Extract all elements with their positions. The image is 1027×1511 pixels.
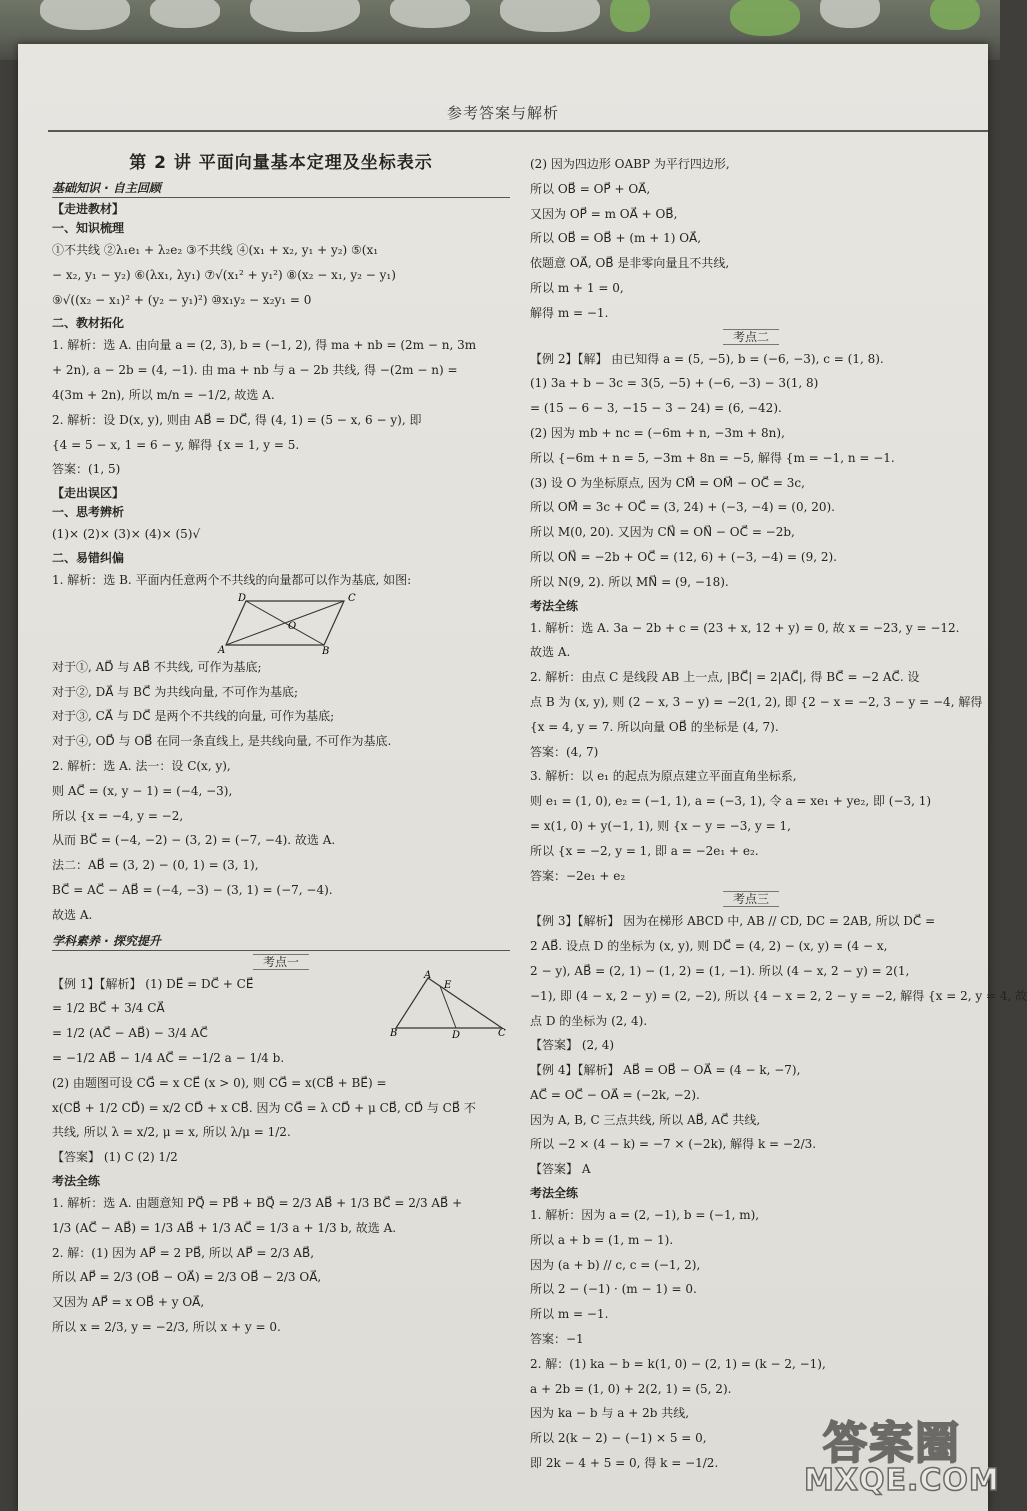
fig2-label: D: [452, 1029, 461, 1041]
example-line: (2) 因为 mb + nc = (−6m + n, −3m + 8n),: [530, 425, 785, 440]
easy-line: 从而 BC⃗ = (−4, −2) − (3, 2) = (−7, −4). 故选 A.: [52, 833, 336, 848]
knowledge-line: − x₂, y₁ − y₂) ⑥(λx₁, λy₁) ⑦√(x₁² + y₁²) ⑧(x₂ − x₁, y₂ − y₁): [52, 267, 396, 282]
tag-errors: 【走出误区】: [52, 486, 125, 501]
section-literacy: 学科素养 · 探究提升: [52, 932, 510, 951]
practice-line: 故选 A.: [530, 645, 571, 660]
fig2-label: E: [444, 979, 452, 991]
tag-practice: 考法全练: [530, 598, 579, 613]
right-line: 所以 m + 1 = 0,: [530, 280, 624, 295]
practice-line: 所以 AP⃗ = 2/3 (OB⃗ − OA⃗) = 2/3 OB⃗ − 2/3 OA⃗,: [52, 1270, 322, 1285]
fig2-label: B: [390, 1027, 398, 1039]
site-watermark-logo: [804, 1407, 1000, 1505]
tag-textbook: 【走进教材】: [52, 202, 125, 216]
practice-line: 2. 解：(1) 因为 AP⃗ = 2 PB⃗, 所以 AP⃗ = 2/3 AB⃗,: [52, 1245, 315, 1260]
practice-line: 即 2k − 4 + 5 = 0, 得 k = −1/2.: [530, 1456, 719, 1471]
easy-line: 对于②, DA⃗ 与 BC⃗ 为共线向量, 不可作为基底;: [52, 684, 298, 699]
example-line: 2 − y), AB⃗ = (2, 1) − (1, 2) = (1, −1). 所以 (4 − x, 2 − y) = 2(1,: [530, 963, 910, 978]
practice-line: 因为 ka − b 与 a + 2b 共线,: [530, 1406, 690, 1421]
easy-line: BC⃗ = AC⃗ − AB⃗ = (−4, −3) − (3, 1) = (−7, −4).: [52, 882, 333, 897]
knowledge-line: ⑨√((x₂ − x₁)² + (y₂ − y₁)²) ⑩x₁y₂ − x₂y₁ = 0: [52, 292, 312, 307]
textbook-line: 4(3m + 2n), 所以 m/n = −1/2, 故选 A.: [52, 387, 275, 402]
example-line: (1) 3a + b − 3c = 3(5, −5) + (−6, −3) − 3(1, 8): [530, 376, 819, 391]
example-line: 所以 M(0, 20). 又因为 CN⃗ = ON⃗ − OC⃗ = −2b,: [530, 525, 795, 540]
textbook-line: 2. 解析：设 D(x, y), 则由 AB⃗ = DC⃗, 得 (4, 1) = (5 − x, 6 − y), 即: [52, 412, 422, 427]
practice-line: 2. 解：(1) ka − b = k(1, 0) − (2, 1) = (k − 2, −1),: [530, 1356, 826, 1371]
practice-line: 因为 (a + b) // c, c = (−1, 2),: [530, 1257, 701, 1272]
lecture-title: 第 2 讲 平面向量基本定理及坐标表示: [129, 153, 433, 173]
fig1-label: C: [348, 592, 356, 604]
page-header-title: 参考答案与解析: [446, 104, 559, 122]
example-line: 【例 1】【解析】 (1) DE⃗ = DC⃗ + CE⃗: [52, 976, 254, 991]
example-line: = 1/2 (AC⃗ − AB⃗) − 3/4 AC⃗: [52, 1026, 208, 1041]
example-line: 所以 −2 × (4 − k) = −7 × (−2k), 解得 k = −2/3.: [530, 1137, 817, 1152]
example-answer: 【答案】 A: [530, 1162, 591, 1177]
example-line: 所以 {−6m + n = 5, −3m + 8n = −5, 解得 {m = −1, n = −1.: [530, 450, 895, 465]
example-line: = −1/2 AB⃗ − 1/4 AC⃗ = −1/2 a − 1/4 b.: [52, 1050, 285, 1065]
tag-practice: 考法全练: [52, 1173, 101, 1188]
practice-line: 所以 {x = −2, y = 1, 即 a = −2e₁ + e₂.: [530, 843, 759, 858]
fig1-label: D: [238, 592, 247, 604]
right-column: [530, 152, 1027, 1476]
practice-line: 答案：−2e₁ + e₂: [530, 868, 626, 883]
knowledge-line: ①不共线 ②λ₁e₁ + λ₂e₂ ③不共线 ④(x₁ + x₂, y₁ + y₂) ⑤(x₁: [52, 243, 379, 257]
example-line: 点 D 的坐标为 (2, 4).: [530, 1013, 648, 1028]
example-line: 所以 ON⃗ = −2b + OC⃗ = (12, 6) + (−3, −4) = (9, 2).: [530, 549, 837, 564]
practice-line: 1/3 (AC⃗ − AB⃗) = 1/3 AB⃗ + 1/3 AC⃗ = 1/3 a + 1/3 b, 故选 A.: [52, 1220, 397, 1235]
easy-line: 法二：AB⃗ = (3, 2) − (0, 1) = (3, 1),: [52, 858, 259, 873]
example-answer: 【答案】 (2, 4): [530, 1038, 615, 1053]
example-line: −1), 即 (4 − x, 2 − y) = (2, −2), 所以 {4 − x = 2, 2 − y = −2, 解得 {x = 2, y = 4, 故: [530, 988, 1027, 1003]
heading-easy: 二、易错纠偏: [52, 550, 125, 565]
practice-line: {x = 4, y = 7. 所以向量 OB⃗ 的坐标是 (4, 7).: [530, 719, 779, 734]
practice-line: 答案：(4, 7): [530, 744, 599, 759]
easy-line: 对于③, CA⃗ 与 DC⃗ 是两个不共线的向量, 可作为基底;: [52, 709, 335, 724]
example-line: = 1/2 BC⃗ + 3/4 CA⃗: [52, 1001, 165, 1016]
heading-think: 一、思考辨析: [52, 505, 125, 520]
triangle-figure: [390, 969, 508, 1041]
easy-line: 所以 {x = −4, y = −2,: [52, 808, 184, 823]
practice-line: 所以 m = −1.: [530, 1307, 609, 1322]
section-basic-knowledge: 基础知识 · 自主回顾: [52, 179, 510, 198]
easy-line: 故选 A.: [52, 907, 93, 922]
example-line: 所以 N(9, 2). 所以 MN⃗ = (9, −18).: [530, 574, 729, 589]
heading-textbook: 二、教材拓化: [52, 316, 125, 331]
example-line: 2 AB⃗. 设点 D 的坐标为 (x, y), 则 DC⃗ = (4, 2) − (x, y) = (4 − x,: [530, 939, 888, 954]
kaodian-two: 考点二: [530, 328, 972, 345]
right-line: 所以 OB⃗ = OP⃗ + OA⃗,: [530, 181, 651, 196]
textbook-line: 1. 解析：选 A. 由向量 a = (2, 3), b = (−1, 2), 得 ma + nb = (2m − n, 3m: [52, 338, 477, 353]
example-line: 【例 3】【解析】 因为在梯形 ABCD 中, AB // CD, DC = 2AB, 所以 DC⃗ =: [530, 914, 936, 929]
practice-line: 所以 2(k − 2) − (−1) × 5 = 0,: [530, 1431, 707, 1446]
practice-line: 2. 解析：由点 C 是线段 AB 上一点, |BC⃗| = 2|AC⃗|, 得 BC⃗ = −2 AC⃗. 设: [530, 670, 920, 685]
kaodian-one: 考点一: [52, 953, 510, 970]
practice-line: 1. 解析：选 A. 由题意知 PQ⃗ = PB⃗ + BQ⃗ = 2/3 AB⃗ + 1/3 BC⃗ = 2/3 AB⃗ +: [52, 1195, 463, 1210]
header-rule: [48, 130, 988, 132]
example-line: 【例 4】【解析】 AB⃗ = OB⃗ − OA⃗ = (4 − k, −7),: [530, 1063, 801, 1078]
example-line: 因为 A, B, C 三点共线, 所以 AB⃗, AC⃗ 共线,: [530, 1112, 761, 1127]
practice-line: 答案：−1: [530, 1332, 584, 1347]
easy-line: 2. 解析：选 A. 法一：设 C(x, y),: [52, 758, 231, 773]
easy-line: 则 AC⃗ = (x, y − 1) = (−4, −3),: [52, 783, 233, 798]
right-line: 又因为 OP⃗ = m OA⃗ + OB⃗,: [530, 206, 678, 221]
practice-line: 1. 解析：选 A. 3a − 2b + c = (23 + x, 12 + y) = 0, 故 x = −23, y = −12.: [530, 620, 960, 635]
textbook-line: {4 = 5 − x, 1 = 6 − y, 解得 {x = 1, y = 5.: [52, 437, 300, 452]
left-column: [52, 148, 510, 1340]
practice-line: 所以 2 − (−1) · (m − 1) = 0.: [530, 1282, 697, 1297]
practice-line: a + 2b = (1, 0) + 2(2, 1) = (5, 2).: [530, 1381, 732, 1396]
example-line: AC⃗ = OC⃗ − OA⃗ = (−2k, −2).: [530, 1087, 700, 1102]
right-line: 解得 m = −1.: [530, 305, 609, 320]
fig1-label: O: [288, 620, 297, 632]
kaodian-three: 考点三: [530, 890, 972, 907]
practice-line: 3. 解析：以 e₁ 的起点为原点建立平面直角坐标系,: [530, 769, 797, 784]
example-line: (3) 设 O 为坐标原点, 因为 CM⃗ = OM⃗ − OC⃗ = 3c,: [530, 475, 805, 490]
watermark-url-text: MXQE.COM: [804, 1463, 1000, 1498]
practice-line: 则 e₁ = (1, 0), e₂ = (−1, 1), a = (−3, 1), 令 a = xe₁ + ye₂, 即 (−3, 1): [530, 794, 932, 809]
example-line: x(CB⃗ + 1/2 CD⃗) = x/2 CD⃗ + x CB⃗. 因为 CG⃗ = λ CD⃗ + μ CB⃗, CD⃗ 与 CB⃗ 不: [52, 1100, 476, 1115]
easy-line: 1. 解析：选 B. 平面内任意两个不共线的向量都可以作为基底, 如图:: [52, 572, 412, 587]
example-line: 共线, 所以 λ = x/2, μ = x, 所以 λ/μ = 1/2.: [52, 1125, 291, 1140]
practice-line: 所以 x = 2/3, y = −2/3, 所以 x + y = 0.: [52, 1319, 281, 1334]
document-page: [18, 44, 1027, 1511]
textbook-line: + 2n), a − 2b = (4, −1). 由 ma + nb 与 a − 2b 共线, 得 −(2m − n) =: [52, 363, 458, 378]
easy-line: 对于④, OD⃗ 与 OB⃗ 在同一条直线上, 是共线向量, 不可作为基底.: [52, 734, 392, 749]
right-line: (2) 因为四边形 OABP 为平行四边形,: [530, 157, 730, 171]
parallelogram-figure: [52, 593, 510, 655]
tag-practice: 考法全练: [530, 1186, 579, 1201]
example-line: 所以 OM⃗ = 3c + OC⃗ = (3, 24) + (−3, −4) = (0, 20).: [530, 500, 835, 515]
practice-line: 所以 a + b = (1, m − 1).: [530, 1232, 674, 1247]
fig1-label: B: [322, 645, 330, 657]
heading-knowledge: 一、知识梳理: [52, 221, 125, 235]
think-line: (1)× (2)× (3)× (4)× (5)√: [52, 527, 201, 542]
example-answer: 【答案】 (1) C (2) 1/2: [52, 1150, 178, 1165]
textbook-line: 答案：(1, 5): [52, 462, 121, 477]
example-line: 【例 2】【解】 由已知得 a = (5, −5), b = (−6, −3), c = (1, 8).: [530, 351, 884, 366]
practice-line: 又因为 AP⃗ = x OB⃗ + y OA⃗,: [52, 1295, 205, 1310]
right-line: 所以 OB⃗ = OB⃗ + (m + 1) OA⃗,: [530, 231, 702, 246]
example-line: (2) 由题图可设 CG⃗ = x CE⃗ (x > 0), 则 CG⃗ = x(CB⃗ + BE⃗) =: [52, 1075, 387, 1090]
fig2-label: C: [498, 1027, 506, 1039]
practice-line: = x(1, 0) + y(−1, 1), 则 {x − y = −3, y = 1,: [530, 818, 791, 833]
example-line: = (15 − 6 − 3, −15 − 3 − 24) = (6, −42).: [530, 401, 782, 416]
fig2-label: A: [424, 969, 432, 981]
practice-line: 1. 解析：因为 a = (2, −1), b = (−1, m),: [530, 1208, 760, 1223]
practice-line: 点 B 为 (x, y), 则 (2 − x, 3 − y) = −2(1, 2), 即 {2 − x = −2, 3 − y = −4, 解得: [530, 694, 983, 709]
watermark-main-text: 答案圈: [823, 1418, 961, 1469]
easy-line: 对于①, AD⃗ 与 AB⃗ 不共线, 可作为基底;: [52, 659, 262, 674]
right-line: 依题意 OA⃗, OB⃗ 是非零向量且不共线,: [530, 256, 730, 271]
fig1-label: A: [218, 644, 226, 656]
